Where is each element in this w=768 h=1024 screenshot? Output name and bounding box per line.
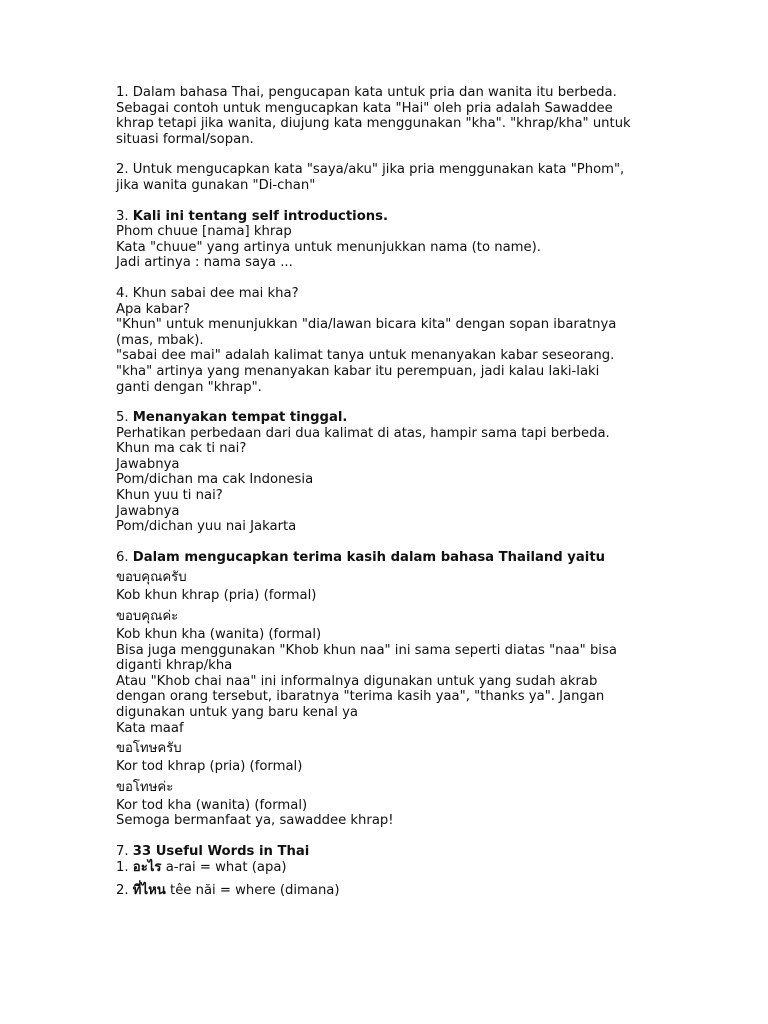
section-title: Menanyakan tempat tinggal. — [132, 410, 348, 426]
word-number: 1. — [116, 859, 133, 875]
paragraph-line: Jawabnya — [116, 456, 180, 472]
section-heading — [116, 209, 668, 225]
paragraph-line: Jawabnya — [116, 503, 180, 519]
section-3 — [116, 209, 668, 271]
word-translation: a-rai = what (apa) — [161, 859, 287, 875]
section-number: 5. — [116, 410, 133, 426]
section-title: Dalam mengucapkan terima kasih dalam bahasa Thailand yaitu — [132, 549, 606, 565]
word-entry — [116, 883, 668, 899]
paragraph-line: Pom/dichan ma cak Indonesia — [116, 472, 314, 488]
word-translation: têe năi = where (dimana) — [165, 883, 340, 899]
paragraph-line: 1. Dalam bahasa Thai, pengucapan kata untuk pria dan wanita itu berbeda. — [116, 85, 617, 100]
paragraph-line: situasi formal/sopan. — [116, 131, 254, 147]
word-entry — [116, 860, 668, 876]
paragraph-line: Kata "chuue" yang artinya untuk menunjukkan nama (to name). — [116, 239, 541, 255]
thai-phrase: ขอโทษค่ะ — [116, 779, 174, 795]
section-heading — [116, 410, 668, 426]
paragraph-line: Bisa juga menggunakan "Khob khun naa" ini sama seperti diatas "naa" bisa — [116, 642, 617, 658]
paragraph-line: 4. Khun sabai dee mai kha? — [116, 285, 299, 301]
section-number: 7. — [116, 843, 133, 859]
paragraph-line: Sebagai contoh untuk mengucapkan kata "Hai" oleh pria adalah Sawaddee — [116, 100, 613, 116]
paragraph-line: "kha" artinya yang menanyakan kabar itu perempuan, jadi kalau laki-laki — [116, 363, 600, 379]
paragraph-line: Phom chuue [nama] khrap — [116, 224, 292, 240]
paragraph-line: Perhatikan perbedaan dari dua kalimat di atas, hampir sama tapi berbeda. — [116, 425, 610, 441]
paragraph-line: "Khun" untuk menunjukkan "dia/lawan bicara kita" dengan sopan ibaratnya — [116, 317, 617, 333]
word-thai: ที่ไหน — [132, 883, 166, 899]
section-2 — [116, 162, 668, 193]
paragraph-line: khrap tetapi jika wanita, diujung kata menggunakan "kha". "khrap/kha" untuk — [116, 116, 631, 132]
section-number: 6. — [116, 549, 133, 565]
paragraph-line: "sabai dee mai" adalah kalimat tanya untuk menanyakan kabar seseorang. — [116, 348, 615, 364]
paragraph-line: 2. Untuk mengucapkan kata "saya/aku" jika pria menggunakan kata "Phom", — [116, 162, 625, 178]
section-5 — [116, 410, 668, 535]
thai-phrase: ขอบคุณครับ — [116, 570, 187, 586]
paragraph-line: Kob khun khrap (pria) (formal) — [116, 588, 317, 604]
thai-phrase: ขอโทษครับ — [116, 741, 182, 757]
paragraph-line: Pom/dichan yuu nai Jakarta — [116, 519, 297, 535]
word-thai: อะไร — [132, 859, 162, 875]
paragraph-line: Jadi artinya : nama saya ... — [116, 255, 293, 271]
section-title: Kali ini tentang self introductions. — [132, 208, 389, 224]
paragraph-line: Khun yuu ti nai? — [116, 488, 223, 504]
section-heading — [116, 844, 668, 860]
section-heading — [116, 550, 668, 566]
paragraph-line: diganti khrap/kha — [116, 658, 233, 674]
paragraph-line: digunakan untuk yang baru kenal ya — [116, 705, 359, 720]
paragraph-line: Kata maaf — [116, 720, 184, 736]
paragraph-line: Apa kabar? — [116, 301, 191, 317]
section-title: 33 Useful Words in Thai — [132, 843, 310, 859]
paragraph-line: ganti dengan "khrap". — [116, 379, 262, 395]
paragraph-line: Atau "Khob chai naa" ini informalnya digunakan untuk yang sudah akrab — [116, 673, 598, 689]
section-4 — [116, 286, 668, 395]
section-7 — [116, 844, 668, 899]
paragraph-line: jika wanita gunakan "Di-chan" — [116, 177, 316, 193]
word-number: 2. — [116, 883, 133, 899]
section-1 — [116, 85, 668, 147]
section-6 — [116, 550, 668, 829]
paragraph-line: Kor tod khrap (pria) (formal) — [116, 759, 303, 775]
paragraph-line: Kor tod kha (wanita) (formal) — [116, 797, 308, 813]
paragraph-line: dengan orang tersebut, ibaratnya "terima kasih yaa", "thanks ya". Jangan — [116, 689, 605, 705]
paragraph-line: (mas, mbak). — [116, 332, 204, 348]
section-number: 3. — [116, 208, 133, 224]
paragraph-line: Semoga bermanfaat ya, sawaddee khrap! — [116, 813, 394, 829]
thai-phrase: ขอบคุณค่ะ — [116, 609, 179, 625]
paragraph-line: Kob khun kha (wanita) (formal) — [116, 627, 322, 643]
paragraph-line: Khun ma cak ti nai? — [116, 441, 247, 457]
